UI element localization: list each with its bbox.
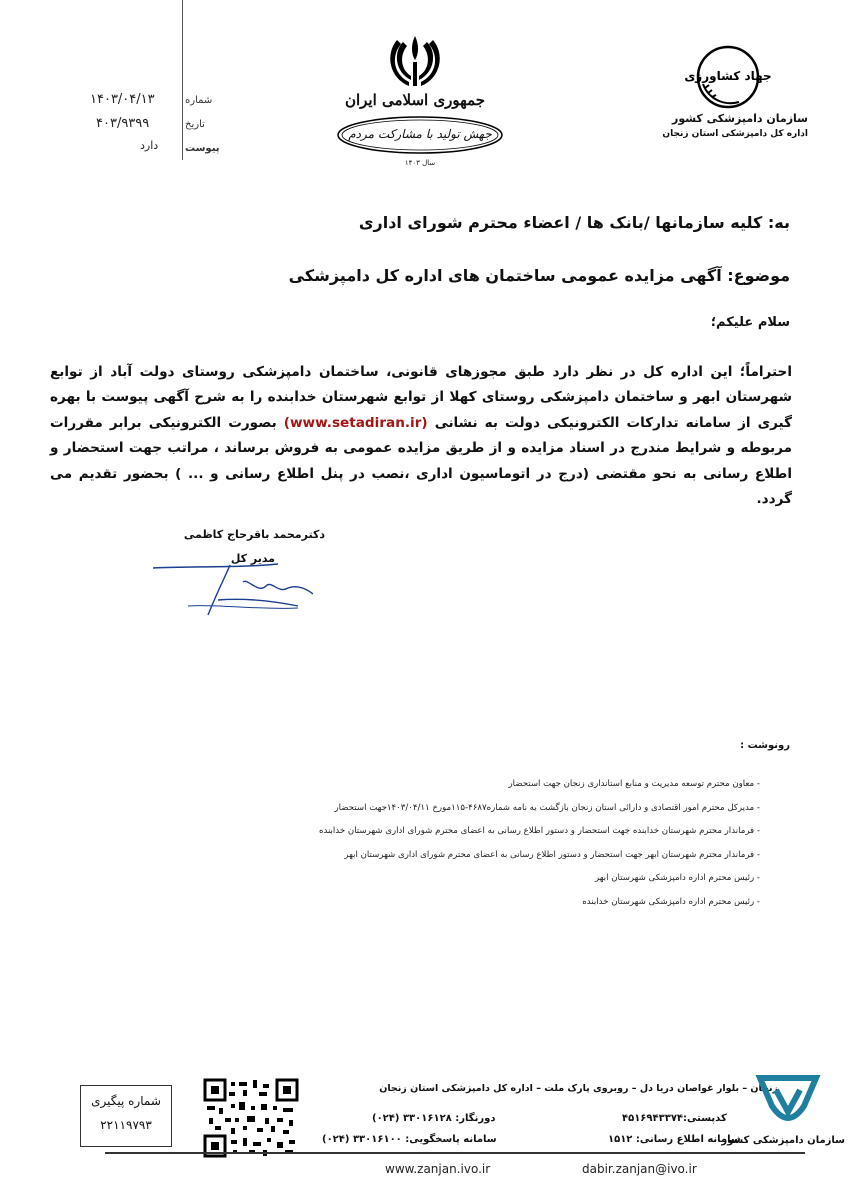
ivo-logo-icon xyxy=(756,1072,820,1132)
body-text-part1: احتراماً؛ این اداره کل در نظر دارد طبق مجوزهای قانونی، ساختمان دامپزشکی روستای دولت آباد از توابع شهرستان ابهر و ساختمان دامپزشکی روستای کهلا از توابع شهرستان خدابنده را به شرح آگهی پیوست با بهره گیری از سامانه تدارکات الکترونیکی دولت به نشانی xyxy=(50,364,792,431)
date-label: تاریخ xyxy=(185,119,205,130)
cc-item: - فرماندار محترم شهرستان خدابنده جهت استحضار و دستور اطلاع رسانی به اعضای محترم شورای اداری شهرستان خدابنده xyxy=(318,826,760,836)
ivo-brand-text: سازمان دامپزشکی کشور xyxy=(721,1135,845,1146)
iran-emblem-icon xyxy=(385,30,445,90)
slogan-text: جهش تولید با مشارکت مردم xyxy=(348,127,492,141)
letter-number: ۱۴۰۳/۰۴/۱۳ xyxy=(90,92,155,107)
footer-postal-code: کدپستی:۴۵۱۶۹۴۳۳۷۴ xyxy=(622,1113,727,1124)
qr-code-icon xyxy=(203,1078,299,1158)
cc-item: - فرماندار محترم شهرستان ابهر جهت استحضار و دستور اطلاع رسانی به اعضای محترم شورای اداری شهرستان ابهر xyxy=(344,849,760,860)
footer-info-line: سامانه اطلاع رسانی: ۱۵۱۲ xyxy=(608,1134,741,1145)
greeting: سلام علیکم؛ xyxy=(710,315,790,330)
jahad-logo-icon xyxy=(684,44,772,110)
org-subtitle: اداره کل دامپزشکی استان زنجان xyxy=(662,129,808,139)
jahad-logo-text: جهاد کشاورزی xyxy=(684,69,772,83)
tracking-number: ۲۲۱۱۹۷۹۳ xyxy=(100,1118,152,1132)
cc-item: - رئیس محترم اداره دامپزشکی شهرستان خدابنده xyxy=(582,896,760,907)
subject-line: موضوع: آگهی مزایده عمومی ساختمان های اداره کل دامپزشکی xyxy=(288,266,790,285)
slogan-block xyxy=(335,115,505,167)
setadiran-link[interactable]: (www.setadiran.ir) xyxy=(283,414,428,431)
letter-attachment: دارد xyxy=(140,139,159,152)
letter-body xyxy=(50,360,792,512)
footer-website[interactable]: www.zanjan.ivo.ir xyxy=(385,1162,491,1176)
footer-fax: دورنگار: ۳۳۰۱۶۱۲۸ (۰۲۴) xyxy=(372,1113,496,1124)
recipient-line: به: کلیه سازمانها /بانک ها / اعضاء محترم شورای اداری xyxy=(358,213,790,232)
header-divider xyxy=(182,0,183,160)
cc-item: - معاون محترم توسعه مدیریت و منابع استانداری زنجان جهت استحضار xyxy=(508,779,760,789)
attachment-label: پیوست xyxy=(185,143,220,154)
cc-list xyxy=(160,773,760,914)
number-label: شماره xyxy=(185,95,213,106)
footer-email[interactable]: dabir.zanjan@ivo.ir xyxy=(582,1162,697,1176)
body-text-part2: بصورت الکترونیکی برابر مقررات مربوطه و شرایط مندرج در اسناد مزایده و از طریق مزایده عمومی به فروش برساند ، مراتب جهت استحضار و اطلاع رسانی به نحو مقتضی (درج در اتوماسیون اداری ،نصب در پنل اطلاع رسانی و ... ) بحضور تقدیم می گردد. xyxy=(50,414,792,508)
emblem-title: جمهوری اسلامی ایران xyxy=(344,91,486,109)
footer-divider xyxy=(105,1152,805,1154)
cc-item: - رئیس محترم اداره دامپزشکی شهرستان ابهر xyxy=(594,873,760,883)
letter-date: ۴۰۳/۹۳۹۹ xyxy=(96,116,150,131)
tracking-label: شماره پیگیری xyxy=(91,1094,161,1108)
cc-title: رونوشت : xyxy=(740,740,790,751)
slogan-year: سال ۱۴۰۳ xyxy=(404,159,436,167)
handwritten-signature xyxy=(148,560,328,622)
cc-item: - مدیرکل محترم امور اقتصادی و دارائی استان زنجان بازگشت به نامه شماره۴۶۸۷-۱۱۵مورخ ۱۴۰۳/۰۴/۱۱جهت استحضار xyxy=(334,802,760,813)
tracking-box xyxy=(80,1085,172,1147)
org-name: سازمان دامپزشکی کشور xyxy=(672,112,808,125)
footer-address: زنجان – بلوار غواصان دریا دل – روبروی پارک ملت – اداره کل دامپزشکی استان زنجان xyxy=(379,1083,778,1094)
signer-title: مدیر کل xyxy=(230,552,275,565)
footer-answer-line: سامانه پاسخگویی: ۳۳۰۱۶۱۰۰ (۰۲۴) xyxy=(322,1134,497,1145)
signer-name: دکترمحمد باقرحاج کاظمی xyxy=(183,528,325,541)
